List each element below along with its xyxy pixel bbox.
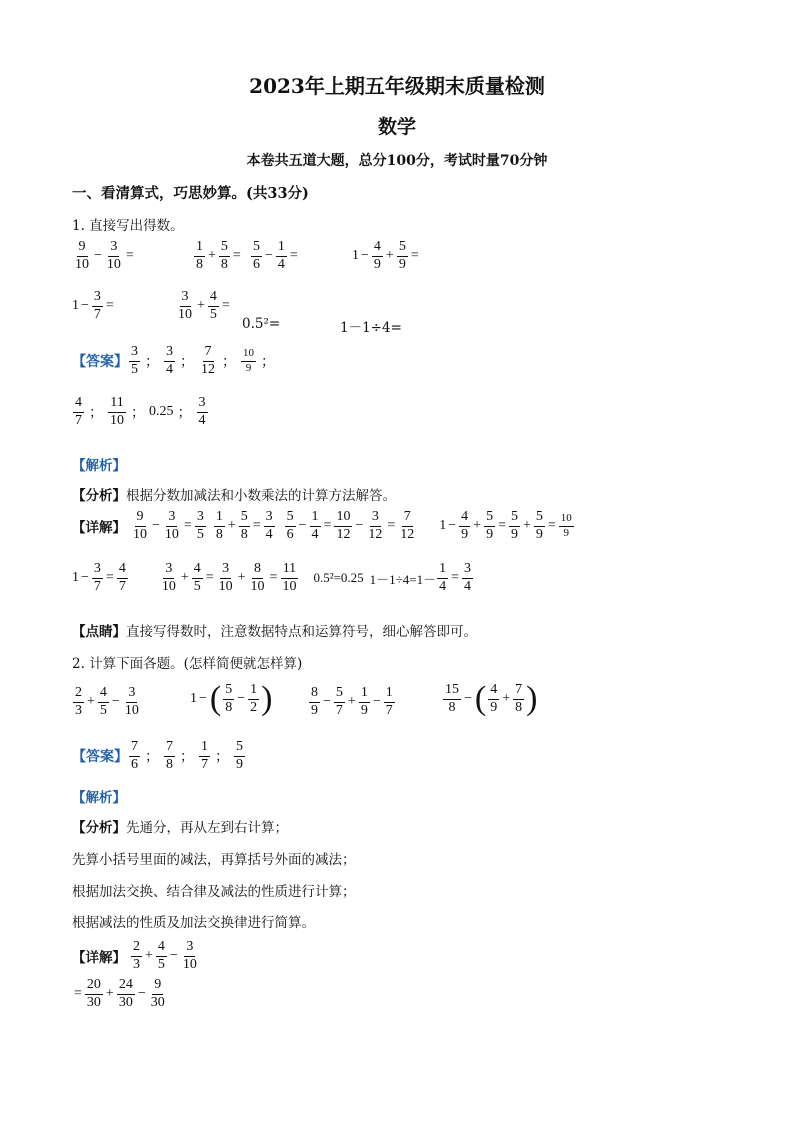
q2-detail-line-2: = $\frac{20}{30}$ + $\frac{24}{30}$ − $\frac{9}{30}$ [74,977,165,1010]
q1-detail-row1: 【详解】 9 10 − $\frac{3}{10}$ = $\frac{3}{5}$ 1 8 + $\frac{5}{8}$ = $\frac{3}{4}$ 5 6 − $\frac{1}{4}$ = $\frac{10}{12}$ − $\frac{3}{12}$ = $\frac{7}{12}$ 1 − $\frac{4}{9}$ + $\frac{5}{9}$ = $\frac{5}{9}$ + $\frac{5}{9}$ = $\frac{10}{9}$ [72,509,572,542]
q2-problem-1: 2 3 + $\frac{4}{5}$ − $\frac{3}{10}$ [75,685,139,718]
exam-title: 2023年上期五年级期末质量检测 [249,74,545,98]
q1-expr-c: 5 6 − $\frac{1}{4}$ = [253,239,298,272]
q1-expr-d: 1 − $\frac{4}{9}$ + $\frac{5}{9}$ = [352,239,419,272]
q1-tip: 【点睛】直接写得数时，注意数据特点和运算符号，细心解答即可。 [72,624,477,640]
q2-analysis-label: 【解析】 [72,790,126,806]
exam-info: 本卷共五道大题，总分100分，考试时量70分钟 [246,153,548,169]
q2-fenxi-line-1: 【分析】先通分，再从左到右计算； [72,820,288,836]
q2-problem-2: 1 − ( 5 8 − $\frac{1}{2}$ ) [190,680,273,717]
answer-label: 【答案】 [72,750,128,766]
q1-expr-e: 1 − $\frac{3}{7}$ = [72,289,114,322]
q1-expr-f: 3 10 + $\frac{4}{5}$ = [178,289,230,322]
q2-answer: 【答案】 7 6 ； 7 8 ； 1 7 ； 5 9 [72,739,243,772]
q2-detail-line-1: 【详解】 2 3 + $\frac{4}{5}$ − $\frac{3}{10}$ [72,939,197,972]
section-heading: 一、看清算式，巧思妙算。(共33分) [72,185,309,202]
answer-label: 【答案】 [72,355,128,371]
q1-expr-a: 9 10 − $\frac{3}{10}$ = [75,239,134,272]
q1-fenxi: 【分析】根据分数加减法和小数乘法的计算方法解答。 [72,488,396,504]
q1-answer-row1: 【答案】 3 5 ； 3 4 ； 7 12 ； 10 9 ； [72,344,275,377]
q1-expr-g: 0.5²= [242,316,281,332]
subject-title: 数学 [377,116,416,138]
q1-expr-b: 1 8 + $\frac{5}{8}$ = [196,239,241,272]
q2-fenxi-line-3: 根据加法交换、结合律及减法的性质进行计算； [72,884,356,900]
question-2-stem: 2. 计算下面各题。(怎样简便就怎样算) [72,656,303,672]
q2-problem-3: 8 9 − $\frac{5}{7}$ + $\frac{1}{9}$ − $\frac{1}{7}$ [311,685,393,718]
q1-expr-h: 1－1÷4= [340,320,402,336]
q1-analysis-label: 【解析】 [72,458,126,474]
q2-problem-4: 15 8 − ( 4 9 + $\frac{7}{8}$ ) [445,680,538,717]
q1-answer-row2: 4 7 ； 11 10 ； 0.25 ； 3 4 [75,395,206,428]
q2-fenxi-line-4: 根据减法的性质及加法交换律进行简算。 [72,915,315,931]
q1-detail-row2: 1 − $\frac{3}{7}$ = $\frac{4}{7}$ 3 10 + $\frac{4}{5}$ = $\frac{3}{10}$ + $\frac{8}{10}$ = $\frac{11}{10}$ 0.5²=0.25 1－1÷4=1－ $\frac{1}{4}$ = $\frac{3}{4}$ [72,561,472,594]
q2-fenxi-line-2: 先算小括号里面的减法，再算括号外面的减法； [72,852,356,868]
question-1-stem: 1. 直接写出得数。 [72,218,184,234]
